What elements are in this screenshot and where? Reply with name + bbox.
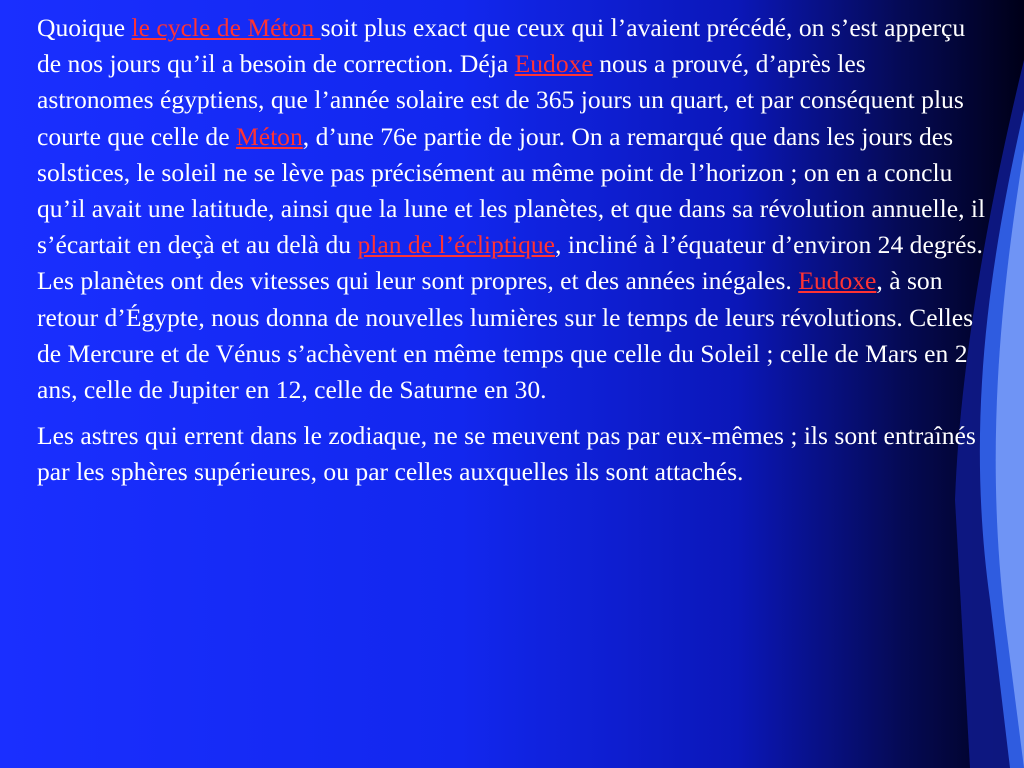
text-run: nous a prouvé, d’après les astronomes égyptiens, que l’année solaire est de 365 jours un quart, et par conséquent plus courte que celle de — [37, 49, 964, 151]
link-cycle-de-meton[interactable]: le cycle de Méton — [131, 13, 321, 42]
paragraph — [37, 10, 987, 408]
paragraph — [37, 418, 987, 490]
link-eudoxe[interactable]: Eudoxe — [798, 266, 877, 296]
text-run: Quoique — [37, 13, 132, 42]
link-eudoxe[interactable]: Eudoxe — [514, 49, 593, 79]
text-block — [37, 10, 987, 491]
text-run: , à son retour d’Égypte, nous donna de nouvelles lumières sur le temps de leurs révolutions. Celles de Mercure et de Vénus s’achèvent en même temps que celle du Soleil ; celle de Mars en 2 ans, celle de Jupiter en 12, celle de Saturne en 30. — [37, 266, 974, 405]
text-run: , incliné à l’équateur d’environ 24 degrés. Les planètes ont des vitesses qui leur sont propres, et des années inégales. — [37, 230, 983, 296]
link-plan-de-l-ecliptique[interactable]: plan de l’écliptique — [357, 230, 556, 260]
text-run: , d’une 76e partie de jour. On a remarqué que dans les jours des solstices, le soleil ne se lève pas précisément au même point de l’horizon ; on en a conclu qu’il avait une latitude, ainsi que la lune et les planètes, et que dans sa révolution annuelle, il s’écartait en deçà et au delà du — [37, 121, 986, 260]
text-run: Les astres qui errent dans le zodiaque, ne se meuvent pas par eux-mêmes ; ils sont entraînés par les sphères supérieures, ou par celles auxquelles ils sont attachés. — [37, 421, 976, 487]
text-run: soit plus exact que ceux qui l’avaient précédé, on s’est apperçu de nos jours qu’il a besoin de correction. Déja — [37, 13, 966, 79]
link-meton[interactable]: Méton — [235, 121, 303, 151]
